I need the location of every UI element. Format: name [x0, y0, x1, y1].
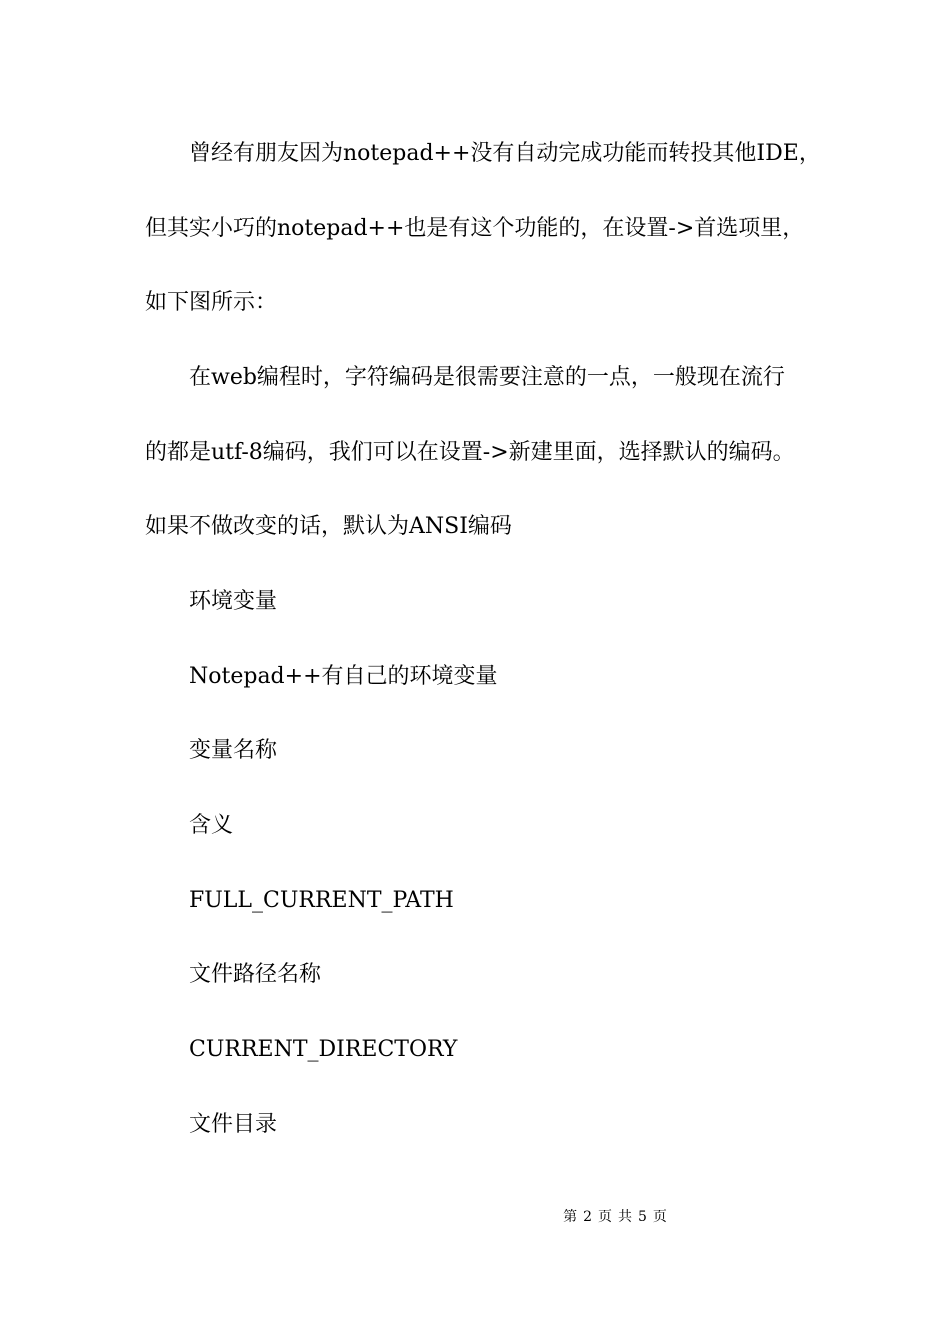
footer-label-ye-2: 页 — [652, 1209, 667, 1225]
section-heading-env-vars: 环境变量 — [189, 589, 278, 614]
footer-label-gong: 共 — [618, 1209, 632, 1225]
paragraph-line-3: 如下图所示： — [145, 290, 278, 315]
footer-total-pages: 5 — [638, 1209, 647, 1225]
table-header-var-name: 变量名称 — [189, 738, 278, 763]
footer-label-di: 第 — [563, 1209, 578, 1225]
paragraph-line-5: 的都是utf-8编码，我们可以在设置->新建里面，选择默认的编码。 — [145, 440, 795, 465]
table-header-meaning: 含义 — [189, 813, 234, 838]
page-number-indicator — [560, 1208, 670, 1226]
paragraph-line-6: 如果不做改变的话，默认为ANSI编码 — [145, 514, 512, 539]
footer-current-page: 2 — [583, 1209, 592, 1225]
paragraph-line-8: Notepad++有自己的环境变量 — [189, 664, 498, 689]
table-cell-var-full-current-path: FULL_CURRENT_PATH — [189, 888, 454, 913]
paragraph-line-1: 曾经有朋友因为notepad++没有自动完成功能而转投其他IDE， — [189, 141, 821, 166]
table-cell-var-current-directory: CURRENT_DIRECTORY — [189, 1037, 458, 1062]
paragraph-line-2: 但其实小巧的notepad++也是有这个功能的，在设置->首选项里， — [145, 216, 805, 241]
page-footer — [0, 1208, 950, 1226]
paragraph-line-4: 在web编程时，字符编码是很需要注意的一点，一般现在流行 — [189, 365, 785, 390]
footer-label-ye: 页 — [598, 1209, 612, 1225]
table-cell-meaning-file-path: 文件路径名称 — [189, 962, 322, 987]
table-cell-meaning-file-dir: 文件目录 — [189, 1112, 278, 1137]
